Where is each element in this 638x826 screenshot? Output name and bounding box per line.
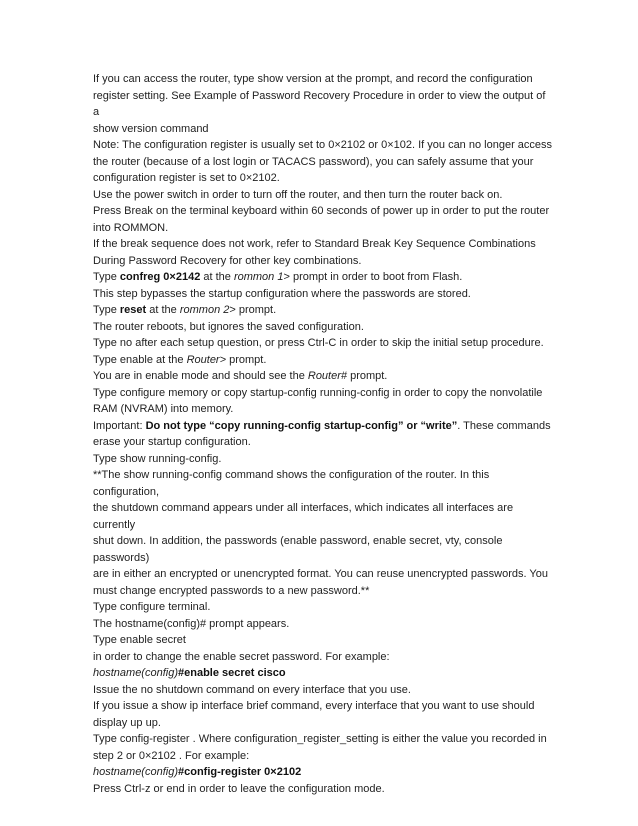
text-line: configuration register is set to 0×2102. [93, 172, 280, 184]
text-run: at the [200, 271, 234, 283]
command-text: reset [119, 304, 147, 316]
text-line: **The show running-config command shows the configuration of the router. In this configuration, [93, 469, 493, 498]
text-line: If you issue a show ip interface brief command, every interface that you want to use should [93, 700, 535, 712]
text-run: Type enable at the [93, 353, 187, 366]
text-line [93, 352, 553, 369]
text-line: shut down. In addition, the passwords (enable password, enable secret, vty, console passwords) [93, 535, 506, 564]
text-run: Important: [93, 419, 146, 432]
text-run: prompt. [347, 370, 388, 382]
text-line: If the break sequence does not work, refer to Standard Break Key Sequence Combinations [93, 238, 536, 250]
text-run: prompt. [226, 353, 267, 366]
text-line: Use the power switch in order to turn off the router, and then turn the router back on. [93, 188, 503, 201]
text-line: erase your startup configuration. [93, 436, 251, 448]
text-line: RAM (NVRAM) into memory. [93, 403, 234, 415]
text-line: Type no after each setup question, or press Ctrl-C in order to skip the initial setup procedure. [93, 337, 544, 349]
text-line [93, 418, 553, 435]
prompt-text: hostname(config) [93, 766, 178, 778]
text-line: must change encrypted passwords to a new password.** [93, 584, 370, 597]
text-line: Type show running-config. [93, 452, 222, 465]
text-line: step 2 or 0×2102 . For example: [93, 749, 250, 762]
command-text: confreg 0×2142 [119, 271, 201, 283]
command-text: #enable secret cisco [178, 667, 286, 679]
text-line: The router reboots, but ignores the saved configuration. [93, 320, 364, 333]
text-line: in order to change the enable secret password. For example: [93, 650, 390, 663]
text-line: If you can access the router, type show version at the prompt, and record the configuration [93, 73, 533, 85]
command-text: #config-register 0×2102 [178, 766, 302, 778]
text-line: display up up. [93, 716, 161, 729]
prompt-text: hostname(config) [93, 667, 178, 679]
code-line [93, 665, 553, 682]
text-line: into ROMMON. [93, 221, 169, 234]
prompt-text: rommon 2 [179, 304, 230, 316]
text-line: Press Break on the terminal keyboard within 60 seconds of power up in order to put the router [93, 205, 550, 217]
warning-text: Do not type “copy running-config startup-config” or “write” [145, 419, 458, 432]
text-line: Type configure memory or copy startup-config running-config in order to copy the nonvolatile [93, 386, 543, 399]
text-line: Note: The configuration register is usually set to 0×2102 or 0×102. If you can no longer access [93, 139, 553, 151]
text-run: You are in enable mode and should see the [93, 370, 308, 382]
text-line: The hostname(config)# prompt appears. [93, 617, 290, 630]
prompt-text: Router# [307, 370, 348, 382]
text-line: Type config-register . Where configuration_register_setting is either the value you recorded in [93, 733, 547, 745]
text-line: Type enable secret [93, 634, 186, 646]
text-line: are in either an encrypted or unencrypted format. You can reuse unencrypted passwords. You [93, 568, 548, 580]
text-line [93, 302, 553, 319]
prompt-text: rommon 1 [233, 271, 284, 283]
text-line: register setting. See Example of Password Recovery Procedure in order to view the output of a [93, 89, 549, 118]
text-run: Type [93, 304, 120, 316]
code-line [93, 764, 553, 781]
text-run: . These commands [457, 419, 551, 432]
prompt-text: Router> [186, 353, 227, 366]
text-line: This step bypasses the startup configuration where the passwords are stored. [93, 287, 471, 300]
text-run: > prompt. [229, 304, 277, 316]
text-line [93, 368, 553, 385]
text-line: the shutdown command appears under all interfaces, which indicates all interfaces are currently [93, 502, 517, 531]
text-run: Type [93, 271, 120, 283]
text-line: Press Ctrl-z or end in order to leave the configuration mode. [93, 782, 385, 795]
text-line: Issue the no shutdown command on every interface that you use. [93, 683, 411, 696]
text-line: show version command [93, 122, 209, 135]
text-line [93, 269, 553, 286]
text-line: Type configure terminal. [93, 601, 211, 613]
text-line: the router (because of a lost login or TACACS password), you can safely assume that your [93, 155, 534, 168]
text-run: at the [146, 304, 180, 316]
text-line: During Password Recovery for other key combinations. [93, 254, 362, 267]
document-body [93, 71, 553, 797]
text-run: > prompt in order to boot from Flash. [283, 271, 463, 283]
